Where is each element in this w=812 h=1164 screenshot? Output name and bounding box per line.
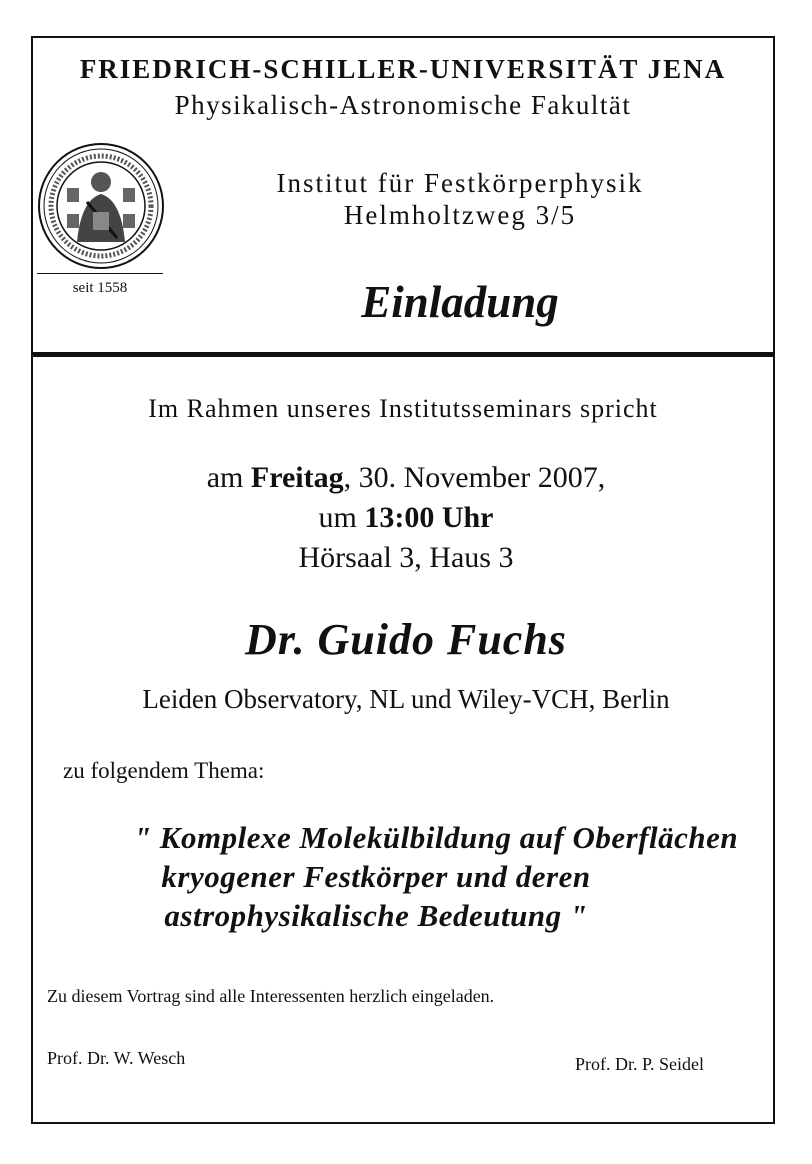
event-time-value: 13:00 Uhr (364, 501, 494, 534)
speaker-affiliation: Leiden Observatory, NL und Wiley-VCH, Berlin (142, 684, 670, 714)
section-divider (33, 352, 773, 357)
topic-line-2: kryogener Festkörper und deren (161, 859, 591, 894)
institute-address: Helmholtzweg 3/5 (343, 200, 577, 230)
topic-label: zu folgendem Thema: (63, 758, 265, 783)
speaker-name: Dr. Guido Fuchs (245, 615, 567, 664)
signatory-left: Prof. Dr. W. Wesch (47, 1048, 186, 1068)
event-day: Freitag (250, 461, 344, 494)
seal-underline (37, 273, 163, 274)
university-seal-icon (37, 142, 165, 270)
seal-caption: seit 1558 (72, 280, 128, 296)
faculty-name: Physikalisch-Astronomische Fakultät (174, 90, 632, 120)
seminar-intro: Im Rahmen unseres Institutsseminars spricht (148, 394, 658, 423)
event-details (0, 458, 812, 578)
invitation-title: Einladung (361, 277, 559, 327)
event-time: um 13:00 Uhr (318, 501, 494, 534)
institute-block (150, 167, 770, 231)
event-date: am Freitag, 30. November 2007, (206, 461, 606, 494)
event-room: Hörsaal 3, Haus 3 (298, 541, 514, 574)
invitation-note: Zu diesem Vortrag sind alle Interessenten herzlich eingeladen. (47, 986, 495, 1006)
topic-line-1: " Komplexe Molekülbildung auf Oberflächen (133, 820, 739, 855)
university-name: FRIEDRICH-SCHILLER-UNIVERSITÄT JENA (79, 54, 727, 84)
signatory-right: Prof. Dr. P. Seidel (575, 1054, 705, 1074)
topic-line-3: astrophysikalische Bedeutung " (164, 898, 588, 933)
institute-name: Institut für Festkörperphysik (276, 168, 644, 198)
talk-topic (0, 818, 812, 935)
